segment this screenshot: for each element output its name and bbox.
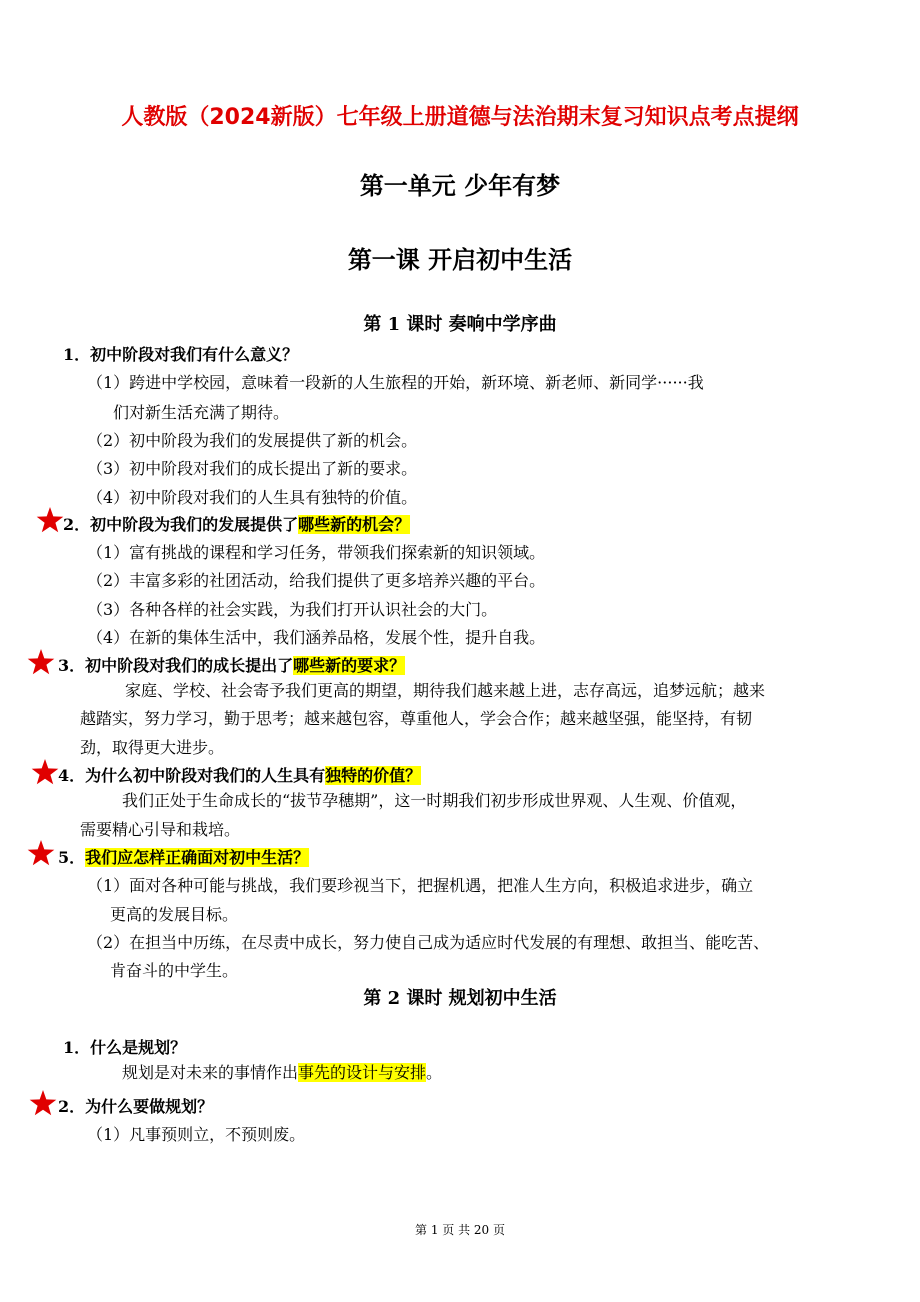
question-2-text: 2．初中阶段为我们的发展提供了 [63, 515, 299, 534]
star-icon [29, 1089, 57, 1117]
q1-answer-3: （3）初中阶段对我们的成长提出了新的要求。 [87, 459, 418, 478]
question-5-number: 5． [58, 848, 86, 867]
document-title: 人教版（2024新版）七年级上册道德与法治期末复习知识点考点提纲 [121, 105, 799, 130]
q1-answer-1-line-2: 们对新生活充满了期待。 [113, 403, 290, 422]
q5-answer-1-line-2: 更高的发展目标。 [110, 905, 239, 924]
unit-heading: 第一单元 少年有梦 [359, 171, 561, 200]
p2-q1-answer-highlight: 事先的设计与安排 [298, 1063, 427, 1082]
p2-question-2: 2．为什么要做规划？ [58, 1097, 214, 1116]
q1-answer-2: （2）初中阶段为我们的发展提供了新的机会。 [87, 431, 418, 450]
p2-question-1: 1．什么是规划？ [63, 1038, 187, 1057]
lesson-heading: 第一课 开启初中生活 [347, 245, 573, 274]
q2-answer-1: （1）富有挑战的课程和学习任务，带领我们探索新的知识领域。 [87, 543, 546, 562]
q1-answer-4: （4）初中阶段对我们的人生具有独特的价值。 [87, 488, 418, 507]
p2-q1-answer-text: 规划是对未来的事情作出 [122, 1063, 299, 1082]
question-3-text: 3．初中阶段对我们的成长提出了 [58, 656, 294, 675]
star-icon [31, 758, 59, 786]
question-4-highlight: 独特的价值？ [325, 766, 422, 785]
p2-q1-answer [122, 1060, 442, 1083]
q1-answer-1-line-1: （1）跨进中学校园，意味着一段新的人生旅程的开始，新环境、新老师、新同学······我 [87, 373, 704, 392]
question-4 [58, 763, 421, 786]
q4-answer-line-2: 需要精心引导和栽培。 [80, 820, 241, 839]
p2-q2-answer-1: （1）凡事预则立，不预则废。 [87, 1125, 306, 1144]
question-2 [63, 512, 410, 535]
page-footer: 第 1 页 共 20 页 [415, 1223, 505, 1237]
q2-answer-4: （4）在新的集体生活中，我们涵养品格，发展个性，提升自我。 [87, 628, 546, 647]
q3-answer-line-1: 家庭、学校、社会寄予我们更高的期望，期待我们越来越上进，志存高远，追梦远航；越来 [125, 681, 766, 700]
star-icon [27, 839, 55, 867]
q4-answer-line-1: 我们正处于生命成长的“拔节孕穗期”，这一时期我们初步形成世界观、人生观、价值观， [122, 791, 747, 810]
q5-answer-2-line-1: （2）在担当中历练，在尽责中成长，努力使自己成为适应时代发展的有理想、敢担当、能吃苦、 [87, 933, 770, 952]
question-2-highlight: 哪些新的机会？ [298, 515, 411, 534]
question-1: 1．初中阶段对我们有什么意义？ [63, 345, 299, 364]
period-2-heading: 第 2 课时 规划初中生活 [363, 988, 557, 1009]
question-5 [58, 845, 309, 868]
star-icon [36, 506, 64, 534]
q2-answer-3: （3）各种各样的社会实践，为我们打开认识社会的大门。 [87, 600, 498, 619]
q3-answer-line-2: 越踏实，努力学习，勤于思考；越来越包容，尊重他人，学会合作；越来越坚强，能坚持，有韧 [80, 709, 753, 728]
question-4-text: 4．为什么初中阶段对我们的人生具有 [58, 766, 326, 785]
question-3-highlight: 哪些新的要求？ [293, 656, 406, 675]
q2-answer-2: （2）丰富多彩的社团活动，给我们提供了更多培养兴趣的平台。 [87, 571, 546, 590]
star-icon [27, 648, 55, 676]
period-1-heading: 第 1 课时 奏响中学序曲 [363, 314, 557, 335]
question-5-highlight: 我们应怎样正确面对初中生活？ [85, 848, 310, 867]
q5-answer-2-line-2: 肯奋斗的中学生。 [110, 961, 239, 980]
p2-q1-answer-suffix: 。 [426, 1063, 443, 1082]
q5-answer-1-line-1: （1）面对各种可能与挑战，我们要珍视当下，把握机遇，把准人生方向，积极追求进步，确立 [87, 876, 754, 895]
q3-answer-line-3: 劲，取得更大进步。 [80, 738, 225, 757]
question-3 [58, 653, 405, 676]
